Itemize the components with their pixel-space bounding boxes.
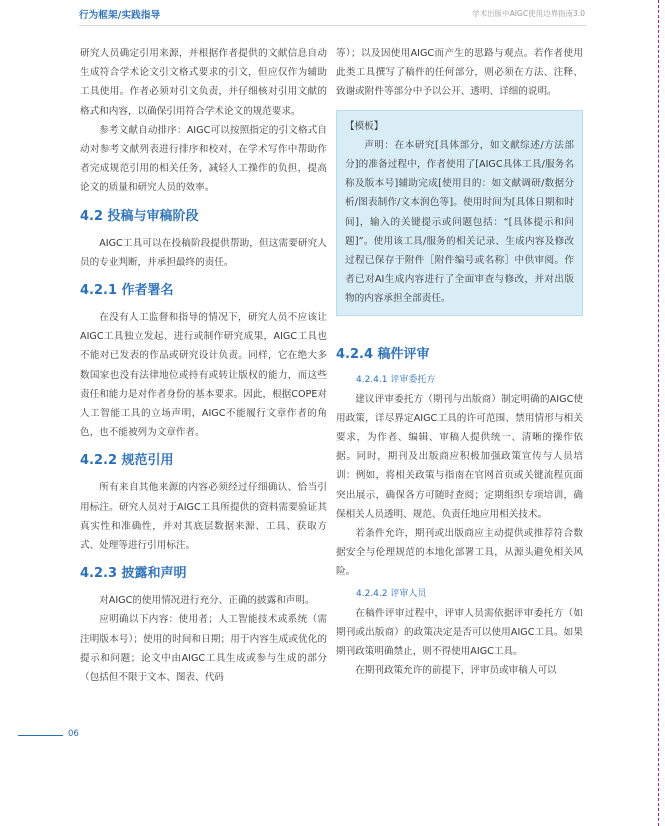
header-divider [79,25,586,26]
paragraph: 若条件允许，期刊或出版商应主动提供或推荐符合数据安全与伦理规范的本地化部署工具，从源头避免相关风险。 [336,528,583,578]
paragraph: 研究人员确定引用来源，并根据作者提供的文献信息自动生成符合学术论文引文格式要求的引文，但应仅作为辅助工具使用。作者必须对引文负责，并仔细核对引用文献的格式和内容，以确保引用符合学术论文的规范要求。 [80,48,327,117]
paragraph: 所有来自其他来源的内容必须经过仔细确认、恰当引用标注。研究人员对于AIGC工具所提供的资料需要验证其真实性和准确性，并对其底层数据来源、工具、获取方式、处理等进行引用标注。 [80,482,327,552]
section-heading-4-2-4: 4.2.4 稿件评审 [336,346,430,362]
header-document-title: 学术出版中AIGC使用边界指南3.0 [472,9,585,18]
subsection-heading-4-2-4-2: 4.2.4.2 评审人员 [356,588,427,599]
page-header [0,0,665,26]
template-box [336,110,583,316]
page-number: 06 [68,729,79,739]
paragraph: 在稿件评审过程中，评审人员需依据评审委托方（如期刊或出版商）的政策决定是否可以使用AIGC工具。如果期刊政策明确禁止，则不得使用AIGC工具。 [336,607,583,658]
template-label: 【模板】 [345,120,384,132]
page-edge-dashed-line [658,0,659,826]
left-column [80,44,327,687]
footer-rule [18,735,63,736]
paragraph: 参考文献自动排序：AIGC可以按照指定的引文格式自动对参考文献列表进行排序和校对，在学术写作中帮助作者完成规范引用的相关任务，减轻人工操作的负担，提高论文的质量和研究人员的效率。 [80,124,327,194]
paragraph: 等）；以及因使用AIGC而产生的思路与观点。若作者使用此类工具撰写了稿件的任何部分，则必须在方法、注释、致谢或附件等部分中予以公开、透明、详细的说明。 [336,48,583,98]
subsection-heading-4-2-4-1: 4.2.4.1 评审委托方 [356,374,436,385]
section-heading-4-2-1: 4.2.1 作者署名 [80,283,174,299]
right-column [336,44,583,680]
section-heading-4-2: 4.2 投稿与审稿阶段 [80,208,199,224]
template-text: 声明：在本研究[具体部分，如文献综述/方法部分]的准备过程中，作者使用了[AIGC具体工具/服务名称及版本号]辅助完成[使用目的：如文献调研/数据分析/图表制作/文本润色等]。使用时间为[具体日期和时间]，输入的关键提示或问题包括：“[具体提示和问题]”。使用该工具/服务的相关记录、生成内容及修改过程已保存于附件［附件编号或名称］中供审阅。作者已对AI生成内容进行了全面审查与修改，并对出版物的内容承担全部责任。 [345,139,574,305]
paragraph: 对AIGC的使用情况进行充分、正确的披露和声明。 [99,595,315,607]
paragraph: 在期刊政策允许的前提下，评审员或审稿人可以 [355,665,557,677]
section-heading-4-2-2: 4.2.2 规范引用 [80,453,174,469]
paragraph: 在没有人工监督和指导的情况下，研究人员不应该让AIGC工具独立发起、进行或制作研究成果，AIGC工具也不能对已发表的作品或研究设计负责。同样，它在绝大多数国家也没有法律地位或持有或转让版权的能力，而这些责任和能力是对作者身份的基本要求。因此，根据COPE对人工智能工具的立场声明，AIGC不能履行文章作者的角色，也不能被列为文章作者。 [80,312,327,439]
paragraph: 应明确以下内容：使用者；人工智能技术或系统（需注明版本号）；使用的时间和日期；用于内容生成或优化的提示和问题；论文中由AIGC工具生成或参与生成的部分（包括但不限于文本、图表、代码 [80,614,327,684]
section-heading-4-2-3: 4.2.3 披露和声明 [80,566,187,582]
paragraph: AIGC工具可以在投稿阶段提供帮助，但这需要研究人员的专业判断，并承担最终的责任。 [80,237,327,268]
header-section-title: 行为框架/实践指导 [79,10,161,21]
paragraph: 建议评审委托方（期刊与出版商）制定明确的AIGC使用政策，详尽界定AIGC工具的许可范围、禁用情形与相关要求，为作者、编辑、审稿人提供统一、清晰的操作依据。同时，期刊及出版商应积极加强政策宣传与人员培训：例如，将相关政策与指南在官网首页或关键流程页面突出展示，确保各方可随时查阅；定期组织专项培训，确保相关人员透明、规范、负责任地应用相关技术。 [336,393,583,520]
